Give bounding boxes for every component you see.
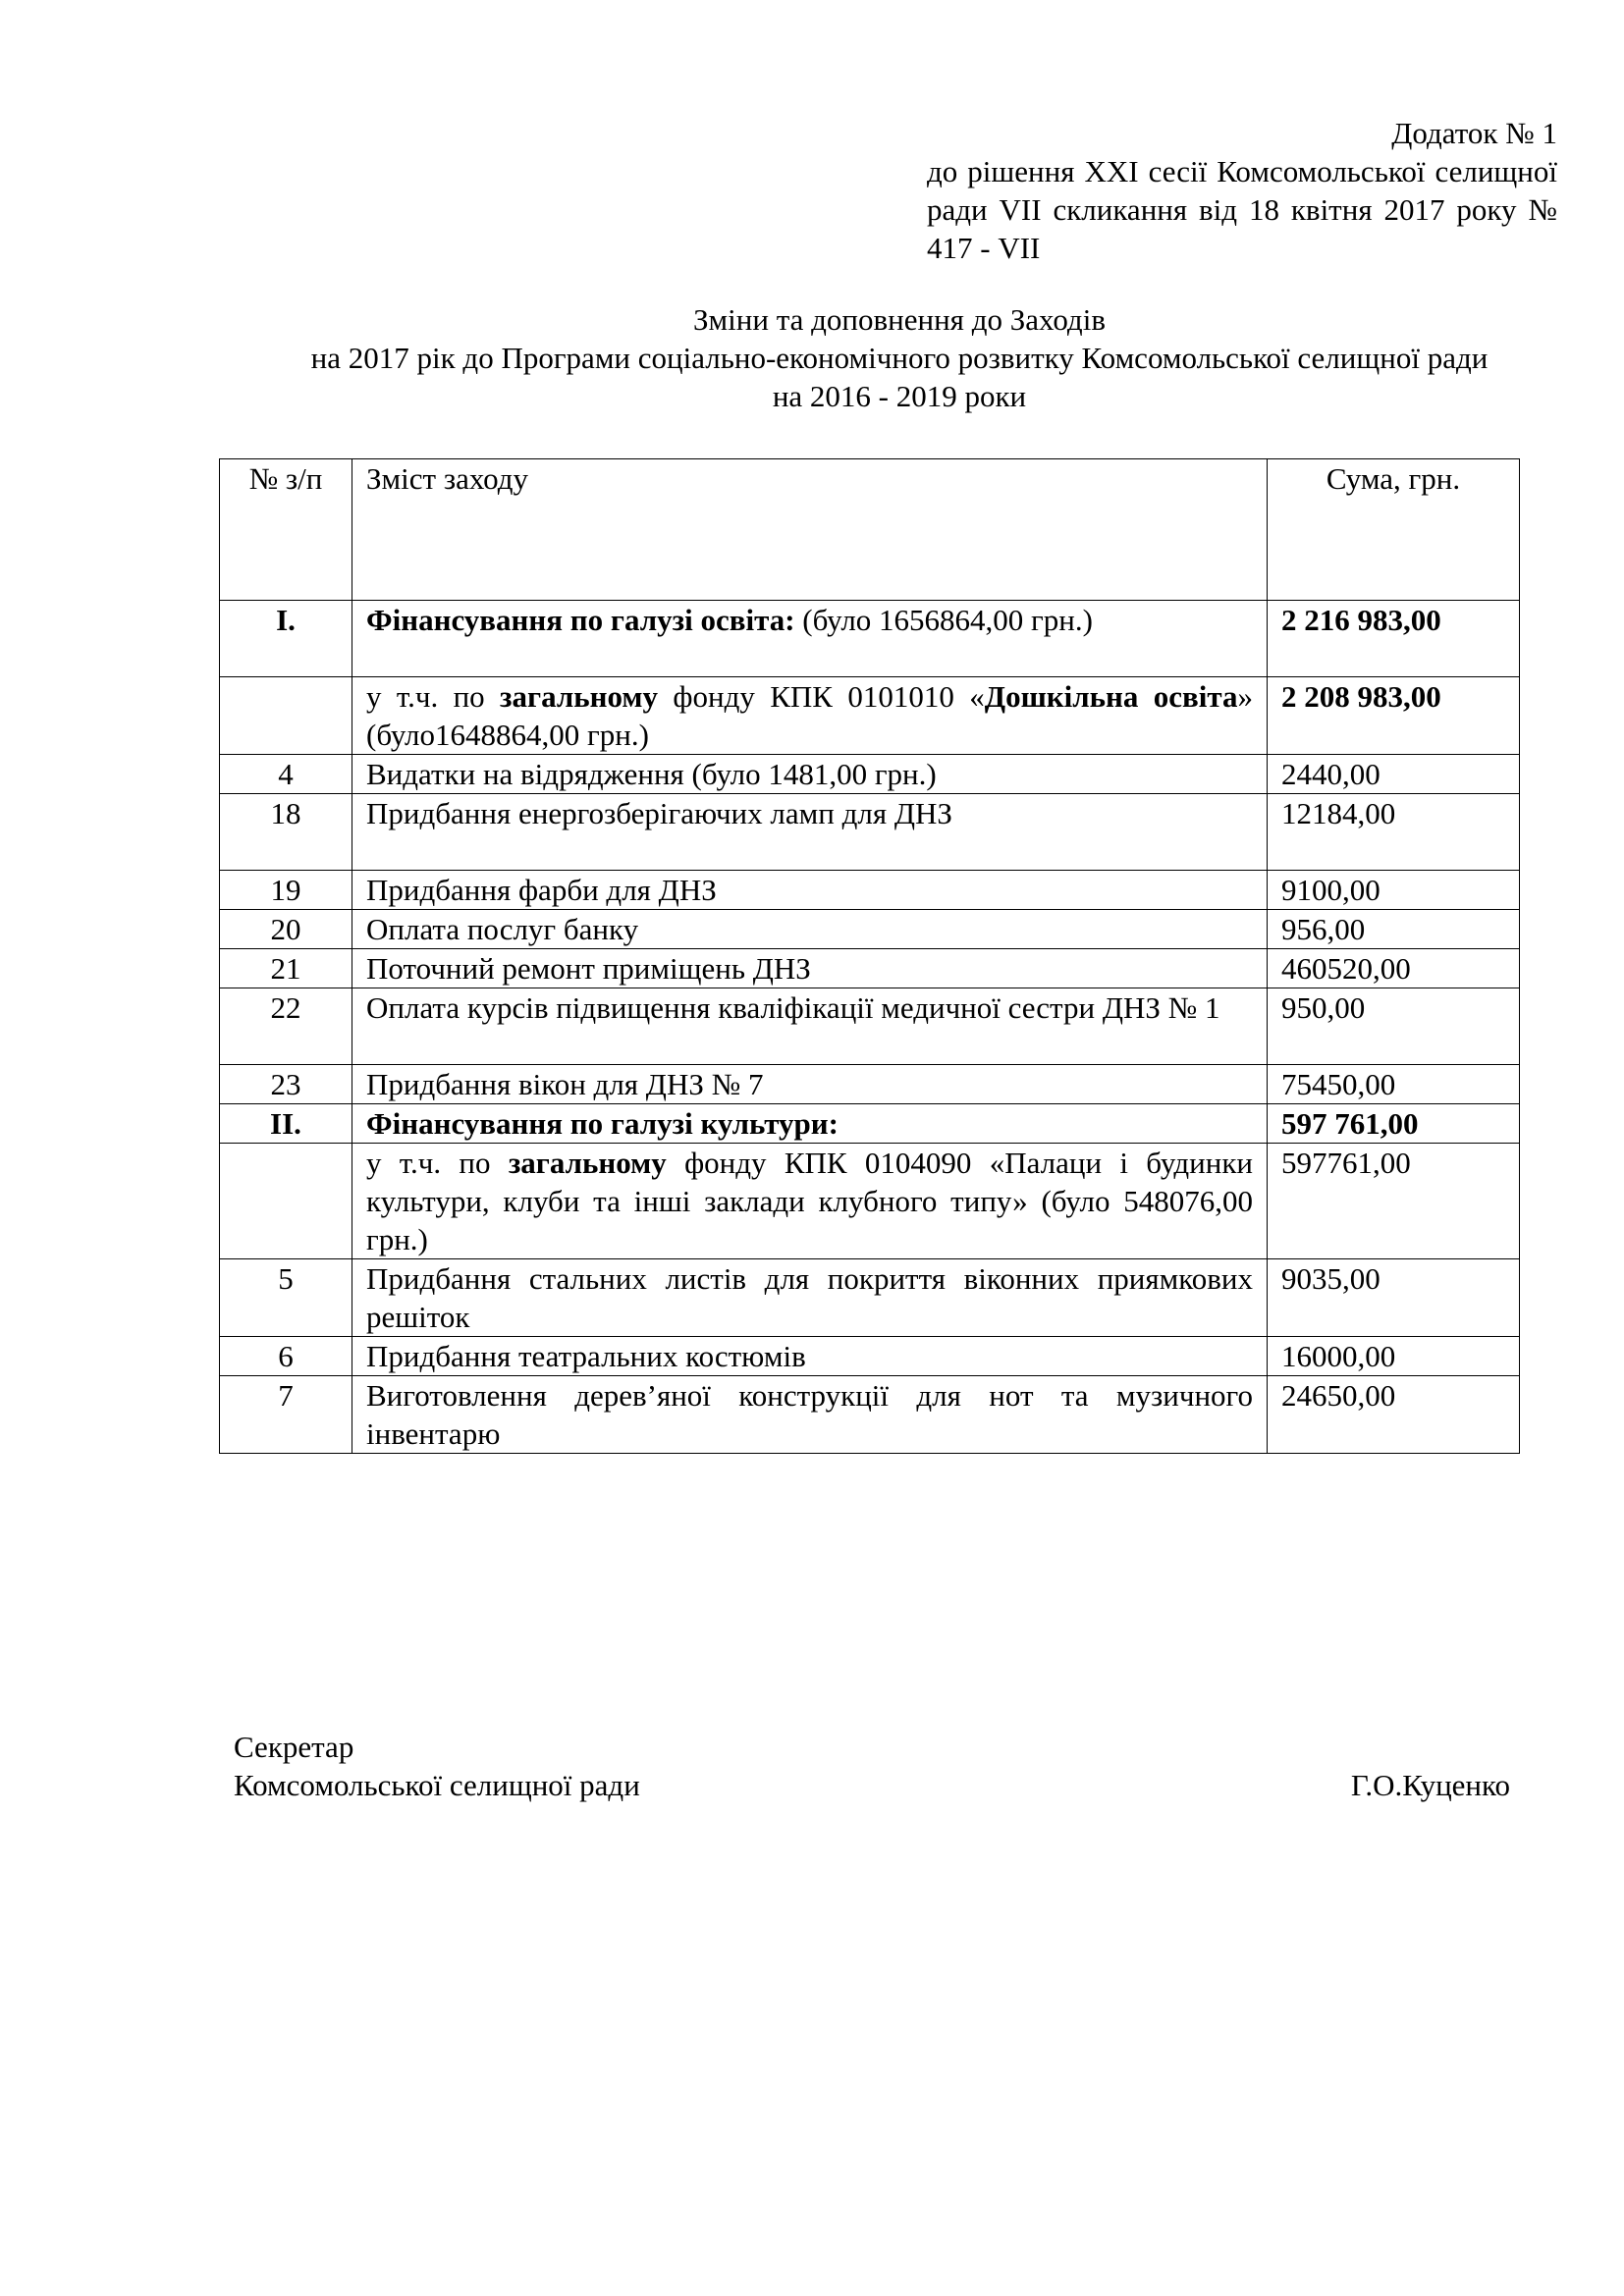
row-num: 7 — [220, 1376, 352, 1454]
title-line-1: Зміни та доповнення до Заходів — [693, 302, 1106, 337]
row-sum: 950,00 — [1268, 988, 1520, 1065]
row-text: Придбання стальних листів для покриття віконних приямкових решіток — [352, 1259, 1268, 1337]
row-text: Придбання енергозберігаючих ламп для ДНЗ — [352, 794, 1268, 871]
row-text: Придбання вікон для ДНЗ № 7 — [352, 1065, 1268, 1104]
row-num: 5 — [220, 1259, 352, 1337]
section-sum: 597 761,00 — [1268, 1104, 1520, 1144]
fund-row-culture — [220, 1144, 1520, 1259]
row-num: 4 — [220, 755, 352, 794]
row-sum: 460520,00 — [1268, 949, 1520, 988]
table-row — [220, 1337, 1520, 1376]
row-text: Оплата курсів підвищення кваліфікації медичної сестри ДНЗ № 1 — [352, 988, 1268, 1065]
row-num: 23 — [220, 1065, 352, 1104]
signature-block — [234, 1728, 1510, 1804]
table-row — [220, 949, 1520, 988]
signature-row — [234, 1766, 1510, 1804]
row-sum: 956,00 — [1268, 910, 1520, 949]
fund-description: у т.ч. по загальному фонду КПК 0101010 «Дошкільна освіта» (було1648864,00 грн.) — [352, 677, 1268, 755]
fund-sum: 597761,00 — [1268, 1144, 1520, 1259]
section-row-education — [220, 601, 1520, 677]
table-row — [220, 871, 1520, 910]
title-line-3: на 2016 - 2019 роки — [772, 379, 1027, 413]
row-text: Поточний ремонт приміщень ДНЗ — [352, 949, 1268, 988]
fund-num — [220, 1144, 352, 1259]
addendum-number: Додаток № 1 — [1391, 116, 1557, 150]
table-row — [220, 1065, 1520, 1104]
measures-table — [219, 458, 1520, 1454]
row-sum: 16000,00 — [1268, 1337, 1520, 1376]
section-title: Фінансування по галузі культури: — [352, 1104, 1268, 1144]
table-row — [220, 1259, 1520, 1337]
table-row — [220, 755, 1520, 794]
table-row — [220, 794, 1520, 871]
row-sum: 75450,00 — [1268, 1065, 1520, 1104]
row-num: 22 — [220, 988, 352, 1065]
row-text: Виготовлення дерев’яної конструкції для нот та музичного інвентарю — [352, 1376, 1268, 1454]
row-num: 6 — [220, 1337, 352, 1376]
addendum-decision-text: до рішення XXI сесії Комсомольської селищної ради VII скликання від 18 квітня 2017 року № 417 - VII — [927, 154, 1557, 265]
fund-num — [220, 677, 352, 755]
header-content: Зміст заходу — [352, 459, 1268, 601]
document-title — [196, 300, 1602, 415]
signature-name: Г.О.Куценко — [1350, 1768, 1510, 1802]
signature-role: Секретар — [234, 1730, 354, 1764]
row-num: 18 — [220, 794, 352, 871]
section-num: II. — [220, 1104, 352, 1144]
row-num: 19 — [220, 871, 352, 910]
row-sum: 2440,00 — [1268, 755, 1520, 794]
section-row-culture — [220, 1104, 1520, 1144]
section-title: Фінансування по галузі освіта: (було 1656864,00 грн.) — [352, 601, 1268, 677]
table-row — [220, 910, 1520, 949]
header-sum: Сума, грн. — [1268, 459, 1520, 601]
table-row — [220, 1376, 1520, 1454]
row-num: 21 — [220, 949, 352, 988]
row-sum: 9100,00 — [1268, 871, 1520, 910]
fund-description: у т.ч. по загальному фонду КПК 0104090 «Палаци і будинки культури, клуби та інші заклади клубного типу» (було 548076,00 грн.) — [352, 1144, 1268, 1259]
title-line-2: на 2017 рік до Програми соціально-економічного розвитку Комсомольської селищної ради — [310, 341, 1489, 375]
row-sum: 9035,00 — [1268, 1259, 1520, 1337]
section-num: I. — [220, 601, 352, 677]
signature-org: Комсомольської селищної ради — [234, 1768, 640, 1802]
row-sum: 12184,00 — [1268, 794, 1520, 871]
row-num: 20 — [220, 910, 352, 949]
header-num: № з/п — [220, 459, 352, 601]
row-sum: 24650,00 — [1268, 1376, 1520, 1454]
addendum-block — [927, 114, 1557, 267]
table-row — [220, 988, 1520, 1065]
row-text: Придбання театральних костюмів — [352, 1337, 1268, 1376]
fund-row-education — [220, 677, 1520, 755]
row-text: Придбання фарби для ДНЗ — [352, 871, 1268, 910]
row-text: Оплата послуг банку — [352, 910, 1268, 949]
row-text: Видатки на відрядження (було 1481,00 грн.) — [352, 755, 1268, 794]
fund-sum: 2 208 983,00 — [1268, 677, 1520, 755]
table-header-row — [220, 459, 1520, 601]
section-sum: 2 216 983,00 — [1268, 601, 1520, 677]
